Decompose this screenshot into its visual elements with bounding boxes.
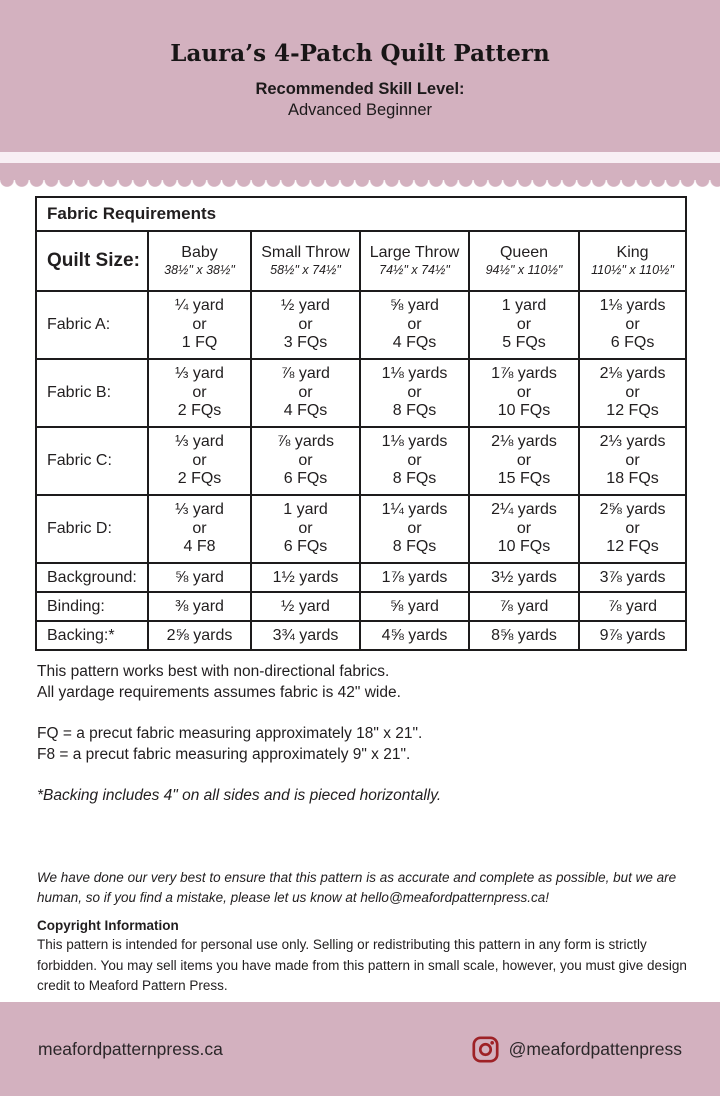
table-cell: 3½ yards [469, 563, 579, 592]
note-line: All yardage requirements assumes fabric is 42" wide. [37, 684, 401, 702]
or-label: or [192, 383, 207, 401]
column-name: Queen [499, 243, 549, 261]
table-cell [579, 291, 686, 359]
or-label: or [625, 383, 640, 401]
column-header-large-throw [360, 231, 469, 291]
or-label: or [298, 451, 313, 469]
precut-alt: 6 FQs [610, 334, 655, 352]
precut-alt: 3 FQs [283, 334, 328, 352]
row-label: Background: [36, 563, 148, 592]
table-cell [360, 291, 469, 359]
row-label: Binding: [36, 592, 148, 621]
table-cell: ½ yard [251, 592, 360, 621]
precut-alt: 10 FQs [497, 402, 551, 420]
yardage: 2⅛ yards [599, 364, 666, 382]
yardage: 1⅞ yards [491, 364, 557, 382]
precut-alt: 12 FQs [606, 538, 659, 556]
row-label: Backing:* [36, 621, 148, 650]
precut-alt: 8 FQs [392, 538, 437, 556]
row-label: Fabric D: [36, 495, 148, 563]
table-row-backing [36, 621, 686, 650]
footer-band [0, 1002, 720, 1096]
table-cell [251, 495, 360, 563]
yardage: 2⅛ yards [491, 432, 557, 450]
table-cell: ⅝ yard [360, 592, 469, 621]
or-label: or [192, 451, 207, 469]
yardage: ¼ yard [175, 296, 224, 314]
website-url: meafordpatternpress.ca [38, 1038, 223, 1059]
yardage: ⅞ yard [281, 364, 330, 382]
precut-alt: 12 FQs [606, 402, 659, 420]
copyright-heading: Copyright Information [37, 917, 179, 933]
precut-alt: 18 FQs [606, 470, 659, 488]
column-name: Small Throw [261, 243, 350, 261]
column-size: 94½" x 110½" [485, 263, 563, 278]
table-cell [360, 427, 469, 495]
yardage: ⅓ yard [175, 432, 224, 450]
scallop-edge [0, 180, 720, 188]
table-cell [251, 291, 360, 359]
table-header-row [36, 231, 686, 291]
precut-alt: 5 FQs [502, 334, 546, 352]
column-name: Baby [181, 243, 218, 261]
or-label: or [192, 519, 207, 537]
table-cell [360, 359, 469, 427]
note-line: FQ = a precut fabric measuring approximately 18" x 21". [37, 725, 423, 743]
table-cell: 1½ yards [251, 563, 360, 592]
skill-level-label: Recommended Skill Level: [255, 80, 465, 98]
precut-alt: 2 FQs [177, 470, 222, 488]
yardage: ⅓ yard [175, 500, 224, 518]
table-row-fabric-b [36, 359, 686, 427]
or-label: or [407, 519, 422, 537]
table-row-fabric-a [36, 291, 686, 359]
or-label: or [407, 383, 422, 401]
table-cell: 1⅞ yards [360, 563, 469, 592]
table-cell: 3⅞ yards [579, 563, 686, 592]
decorative-stripe [0, 152, 720, 163]
yardage: 1¼ yards [381, 500, 448, 518]
table-cell [579, 495, 686, 563]
table-cell [579, 359, 686, 427]
precut-alt: 4 FQs [283, 402, 328, 420]
column-header-baby [148, 231, 251, 291]
table-cell: 2⅝ yards [148, 621, 251, 650]
table-cell: ⅜ yard [148, 592, 251, 621]
table-cell [469, 291, 579, 359]
column-size: 38½" x 38½" [164, 263, 235, 278]
note-nondirectional [37, 661, 685, 703]
table-cell [148, 427, 251, 495]
yardage: ⅝ yard [390, 296, 439, 314]
fabric-requirements-table [35, 196, 687, 651]
yardage: 1⅛ yards [381, 364, 448, 382]
precut-alt: 6 FQs [283, 470, 328, 488]
precut-alt: 8 FQs [392, 470, 437, 488]
instagram-handle: @meafordpattenpress [508, 1038, 682, 1059]
table-cell [469, 359, 579, 427]
precut-alt: 4 FQs [392, 334, 437, 352]
table-cell: ⅞ yard [579, 592, 686, 621]
table-title-row [36, 197, 686, 231]
table-title: Fabric Requirements [36, 197, 686, 231]
column-name: King [616, 243, 649, 261]
precut-alt: 10 FQs [497, 538, 551, 556]
table-cell [251, 359, 360, 427]
yardage: 2⅓ yards [599, 432, 666, 450]
header-band [0, 0, 720, 152]
yardage: 2¼ yards [491, 500, 557, 518]
column-header-king [579, 231, 686, 291]
table-cell [251, 427, 360, 495]
precut-alt: 2 FQs [177, 402, 222, 420]
content-area [0, 188, 720, 1002]
table-row-binding [36, 592, 686, 621]
precut-alt: 1 FQ [181, 334, 218, 352]
yardage: 1⅛ yards [381, 432, 448, 450]
row-label: Fabric C: [36, 427, 148, 495]
yardage: 1⅛ yards [599, 296, 666, 314]
instagram-group [472, 1036, 682, 1063]
yardage: ⅞ yards [277, 432, 334, 450]
or-label: or [516, 451, 532, 469]
precut-alt: 4 F8 [183, 538, 216, 556]
table-cell [360, 495, 469, 563]
yardage: ½ yard [281, 296, 330, 314]
quilt-size-label: Quilt Size: [36, 231, 148, 291]
table-cell: 3¾ yards [251, 621, 360, 650]
column-size: 58½" x 74½" [270, 263, 341, 278]
table-cell [469, 495, 579, 563]
or-label: or [407, 315, 422, 333]
or-label: or [407, 451, 422, 469]
or-label: or [298, 519, 313, 537]
column-size: 110½" x 110½" [591, 263, 674, 278]
or-label: or [625, 451, 640, 469]
precut-alt: 15 FQs [497, 470, 551, 488]
yardage: 1 yard [283, 500, 328, 518]
table-cell: 8⅝ yards [469, 621, 579, 650]
scallop-band [0, 163, 720, 180]
page-title: Laura’s 4-Patch Quilt Pattern [170, 40, 550, 67]
or-label: or [625, 519, 640, 537]
column-header-small-throw [251, 231, 360, 291]
table-row-fabric-d [36, 495, 686, 563]
note-backing: *Backing includes 4" on all sides and is pieced horizontally. [37, 787, 442, 805]
note-precut-definitions [37, 723, 685, 765]
table-cell [579, 427, 686, 495]
or-label: or [516, 315, 532, 333]
notes-section [37, 661, 685, 806]
note-line: F8 = a precut fabric measuring approximately 9" x 21". [37, 746, 411, 764]
precut-alt: 6 FQs [283, 538, 328, 556]
yardage: 2⅝ yards [599, 500, 666, 518]
yardage: ⅓ yard [175, 364, 224, 382]
table-cell: 4⅝ yards [360, 621, 469, 650]
or-label: or [516, 519, 532, 537]
copyright-body: This pattern is intended for personal use only. Selling or redistributing this pattern in any form is strictly forbidden. You may sell items you have made from this pattern in small scale, however, you must give design credit to Meaford Pattern Press. [37, 937, 687, 993]
or-label: or [298, 315, 313, 333]
table-cell: ⅝ yard [148, 563, 251, 592]
skill-level-value: Advanced Beginner [287, 101, 433, 120]
or-label: or [625, 315, 640, 333]
precut-alt: 8 FQs [392, 402, 437, 420]
table-cell [469, 427, 579, 495]
note-line: This pattern works best with non-directional fabrics. [37, 663, 390, 680]
row-label: Fabric A: [36, 291, 148, 359]
or-label: or [298, 383, 313, 401]
or-label: or [192, 315, 207, 333]
table-cell: 9⅞ yards [579, 621, 686, 650]
column-header-queen [469, 231, 579, 291]
table-row-fabric-c [36, 427, 686, 495]
table-row-background [36, 563, 686, 592]
table-cell: ⅞ yard [469, 592, 579, 621]
accuracy-disclaimer: We have done our very best to ensure that this pattern is as accurate and complete as possible, but we are human, so if you find a mistake, please let us know at hello@meafordpatternpress.ca! [37, 870, 677, 905]
instagram-icon [472, 1036, 499, 1063]
or-label: or [516, 383, 532, 401]
table-cell [148, 359, 251, 427]
yardage: 1 yard [501, 296, 547, 314]
table-cell [148, 495, 251, 563]
row-label: Fabric B: [36, 359, 148, 427]
column-size: 74½" x 74½" [379, 263, 450, 278]
table-cell [148, 291, 251, 359]
column-name: Large Throw [369, 243, 460, 261]
